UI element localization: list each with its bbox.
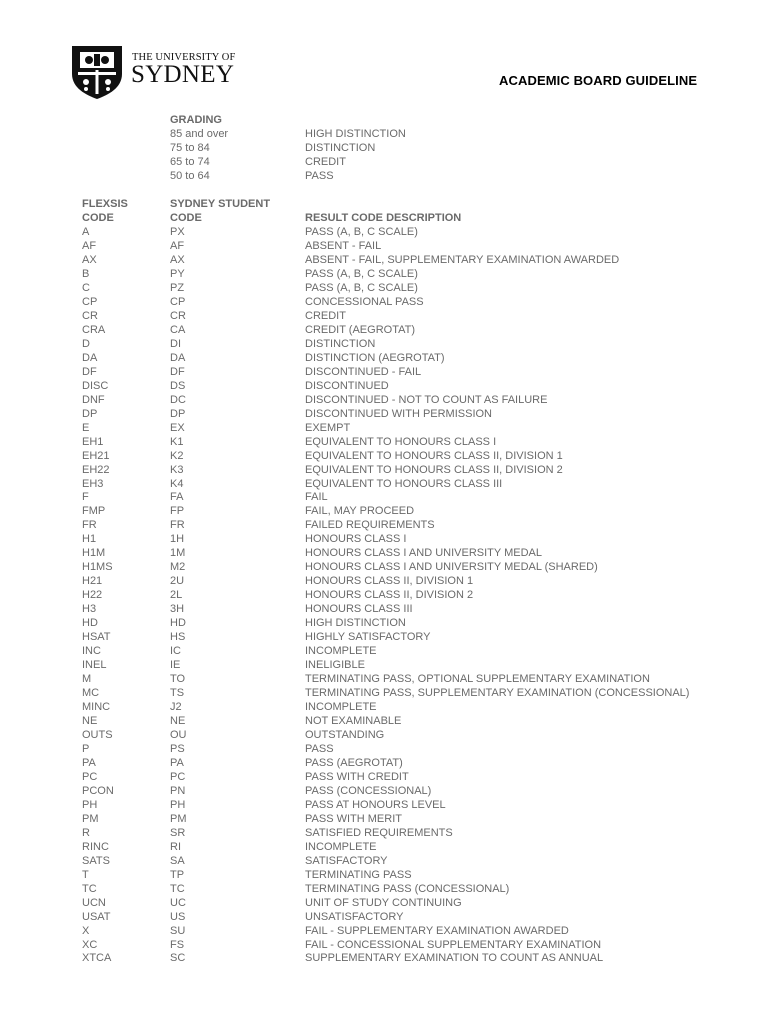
result-description: HONOURS CLASS I AND UNIVERSITY MEDAL (SHARED) [305, 561, 598, 574]
result-description: FAILED REQUIREMENTS [305, 519, 435, 532]
result-description: HONOURS CLASS III [305, 603, 413, 616]
flexsis-code: INC [82, 645, 101, 658]
result-description: ABSENT - FAIL [305, 240, 382, 252]
logo-text-top: THE UNIVERSITY OF [132, 52, 236, 63]
sydney-student-code: TP [170, 868, 185, 881]
result-description: PASS (CONCESSIONAL) [305, 784, 432, 797]
flexsis-code: CR [82, 309, 98, 322]
header-description: RESULT CODE DESCRIPTION [305, 212, 462, 224]
flexsis-code: D [82, 337, 90, 350]
sydney-student-code: AX [170, 253, 185, 266]
result-description: ABSENT - FAIL, SUPPLEMENTARY EXAMINATION AWARDED [305, 253, 620, 266]
flexsis-code: XTCA [82, 952, 112, 965]
flexsis-code: FMP [82, 505, 106, 518]
result-description: INCOMPLETE [305, 701, 377, 713]
result-description: OUTSTANDING [305, 728, 385, 741]
flexsis-code: DNF [82, 393, 105, 406]
flexsis-code: PH [82, 798, 98, 811]
header-sydney-student: SYDNEY STUDENT [170, 198, 271, 210]
result-description: INCOMPLETE [305, 645, 377, 658]
sydney-student-code: DA [170, 351, 186, 364]
sydney-student-code: DF [170, 365, 185, 378]
sydney-student-code: 3H [170, 603, 185, 616]
result-description: FAIL [305, 491, 328, 504]
sydney-student-code: PM [170, 812, 187, 825]
sydney-student-code: DI [170, 337, 181, 350]
sydney-student-code: PN [170, 784, 186, 797]
flexsis-code: H1M [82, 547, 106, 560]
sydney-student-code: PY [170, 267, 185, 280]
flexsis-code: HSAT [82, 631, 111, 644]
sydney-student-code: TO [170, 673, 186, 685]
grading-grade: PASS [305, 170, 334, 182]
result-description: TERMINATING PASS, OPTIONAL SUPPLEMENTARY EXAMINATION [305, 673, 650, 685]
result-description: DISCONTINUED - NOT TO COUNT AS FAILURE [305, 393, 548, 406]
sydney-student-code: FA [170, 491, 184, 504]
result-description: SATISFACTORY [305, 854, 388, 867]
flexsis-code: EH3 [82, 477, 104, 490]
flexsis-code: X [82, 924, 90, 937]
sydney-student-code: DC [170, 393, 186, 406]
flexsis-code: INEL [82, 659, 107, 672]
flexsis-code: H22 [82, 589, 103, 602]
flexsis-code: T [82, 868, 89, 881]
sydney-student-code: NE [170, 715, 186, 727]
flexsis-code: M [82, 673, 92, 685]
flexsis-code: FR [82, 519, 97, 532]
flexsis-code: MINC [82, 701, 111, 713]
result-description: TERMINATING PASS [305, 868, 412, 881]
result-description: UNIT OF STUDY CONTINUING [305, 896, 462, 909]
logo-text-main: SYDNEY [131, 61, 235, 88]
flexsis-code: CRA [82, 323, 106, 336]
sydney-student-code: 2U [170, 575, 185, 588]
sydney-student-code: K4 [170, 477, 184, 490]
grading-range: 75 to 84 [170, 142, 210, 154]
sydney-student-code: J2 [170, 701, 182, 713]
result-description: PASS (A, B, C SCALE) [305, 267, 418, 280]
result-description: PASS (A, B, C SCALE) [305, 281, 418, 294]
result-description: HIGH DISTINCTION [305, 617, 406, 630]
flexsis-code: AX [82, 253, 97, 266]
sydney-student-code: CP [170, 295, 186, 308]
document-title: ACADEMIC BOARD GUIDELINE [499, 73, 698, 88]
header-flexsis-code: CODE [82, 212, 114, 224]
result-description: HONOURS CLASS II, DIVISION 2 [305, 589, 474, 602]
sydney-student-code: UC [170, 896, 186, 909]
sydney-student-code: PH [170, 798, 186, 811]
flexsis-code: PC [82, 770, 98, 783]
sydney-student-code: FR [170, 519, 185, 532]
sydney-student-code: CA [170, 323, 186, 336]
result-description: SATISFIED REQUIREMENTS [305, 826, 453, 839]
sydney-student-code: 2L [170, 589, 183, 602]
sydney-student-code: SA [170, 854, 185, 867]
flexsis-code: H1 [82, 533, 97, 546]
flexsis-code: E [82, 421, 90, 434]
flexsis-code: SATS [82, 854, 110, 867]
result-description: FAIL - CONCESSIONAL SUPPLEMENTARY EXAMINATION [305, 938, 602, 951]
sydney-student-code: CR [170, 309, 186, 322]
flexsis-code: HD [82, 617, 98, 630]
result-description: CREDIT (AEGROTAT) [305, 323, 415, 336]
grading-grade: CREDIT [305, 156, 346, 168]
flexsis-code: MC [82, 687, 100, 699]
flexsis-code: C [82, 281, 90, 294]
result-description: NOT EXAMINABLE [305, 715, 402, 727]
result-description: HONOURS CLASS I [305, 533, 407, 546]
sydney-student-code: PZ [170, 281, 185, 294]
result-description: FAIL - SUPPLEMENTARY EXAMINATION AWARDED [305, 924, 569, 937]
result-description: HONOURS CLASS I AND UNIVERSITY MEDAL [305, 547, 542, 560]
sydney-student-code: PX [170, 226, 185, 238]
result-description: DISTINCTION (AEGROTAT) [305, 351, 445, 364]
result-description: PASS WITH CREDIT [305, 770, 409, 783]
flexsis-code: DF [82, 365, 97, 378]
sydney-student-code: TS [170, 687, 185, 699]
flexsis-code: H21 [82, 575, 103, 588]
sydney-student-code: HD [170, 617, 186, 630]
flexsis-code: DISC [82, 379, 109, 392]
sydney-student-code: FS [170, 938, 185, 951]
result-description: PASS AT HONOURS LEVEL [305, 798, 446, 811]
university-logo [70, 44, 236, 100]
sydney-student-code: AF [170, 240, 185, 252]
flexsis-code: B [82, 267, 90, 280]
grading-heading: GRADING [170, 114, 222, 126]
university-crest-icon [70, 44, 124, 100]
result-description: INCOMPLETE [305, 840, 377, 853]
header-ss-code: CODE [170, 212, 202, 224]
result-description: UNSATISFACTORY [305, 910, 404, 923]
result-description: EQUIVALENT TO HONOURS CLASS II, DIVISION 1 [305, 449, 563, 462]
result-description: EQUIVALENT TO HONOURS CLASS III [305, 477, 503, 490]
grading-range: 65 to 74 [170, 156, 210, 168]
sydney-student-code: US [170, 910, 186, 923]
flexsis-code: UCN [82, 896, 106, 909]
sydney-student-code: RI [170, 840, 181, 853]
flexsis-code: R [82, 826, 90, 839]
result-description: PASS (AEGROTAT) [305, 756, 403, 769]
result-description: DISCONTINUED - FAIL [305, 365, 422, 378]
flexsis-code: F [82, 491, 89, 504]
sydney-student-code: DS [170, 379, 186, 392]
sydney-student-code: SU [170, 924, 186, 937]
result-description: DISCONTINUED WITH PERMISSION [305, 407, 493, 420]
sydney-student-code: DP [170, 407, 186, 420]
header-flexsis: FLEXSIS [82, 198, 128, 210]
grading-range: 85 and over [170, 128, 229, 140]
sydney-student-code: 1H [170, 533, 185, 546]
sydney-student-code: TC [170, 882, 185, 895]
sydney-student-code: IE [170, 659, 181, 672]
flexsis-code: EH22 [82, 463, 110, 476]
result-description: HONOURS CLASS II, DIVISION 1 [305, 575, 474, 588]
sydney-student-code: PA [170, 756, 184, 769]
flexsis-code: EH21 [82, 449, 110, 462]
grading-grade: HIGH DISTINCTION [305, 128, 406, 140]
sydney-student-code: 1M [170, 547, 186, 560]
sydney-student-code: SR [170, 826, 186, 839]
sydney-student-code: K2 [170, 449, 184, 462]
flexsis-code: DA [82, 351, 98, 364]
sydney-student-code: M2 [170, 561, 186, 574]
flexsis-code: H3 [82, 603, 97, 616]
flexsis-code: DP [82, 407, 98, 420]
grading-range: 50 to 64 [170, 170, 210, 182]
sydney-student-code: FP [170, 505, 185, 518]
sydney-student-code: IC [170, 645, 181, 658]
flexsis-code: TC [82, 882, 97, 895]
flexsis-code: PCON [82, 784, 114, 797]
sydney-student-code: K3 [170, 463, 184, 476]
flexsis-code: PA [82, 756, 96, 769]
flexsis-code: AF [82, 240, 97, 252]
flexsis-code: USAT [82, 910, 111, 923]
flexsis-code: OUTS [82, 728, 113, 741]
sydney-student-code: PS [170, 742, 185, 755]
result-description: FAIL, MAY PROCEED [305, 505, 415, 518]
result-description: EQUIVALENT TO HONOURS CLASS II, DIVISION 2 [305, 463, 563, 476]
flexsis-code: CP [82, 295, 98, 308]
flexsis-code: A [82, 226, 90, 238]
sydney-student-code: OU [170, 728, 187, 741]
result-description: DISTINCTION [305, 337, 376, 350]
flexsis-code: XC [82, 938, 98, 951]
result-description: TERMINATING PASS, SUPPLEMENTARY EXAMINATION (CONCESSIONAL) [305, 687, 690, 699]
result-description: SUPPLEMENTARY EXAMINATION TO COUNT AS ANNUAL [305, 952, 604, 965]
result-description: CONCESSIONAL PASS [305, 295, 424, 308]
result-description: EQUIVALENT TO HONOURS CLASS I [305, 435, 497, 448]
result-description: EXEMPT [305, 421, 351, 434]
result-description: HIGHLY SATISFACTORY [305, 631, 431, 644]
result-description: CREDIT [305, 309, 346, 322]
result-description: TERMINATING PASS (CONCESSIONAL) [305, 882, 510, 895]
result-description: PASS (A, B, C SCALE) [305, 226, 418, 238]
flexsis-code: H1MS [82, 561, 113, 574]
flexsis-code: RINC [82, 840, 109, 853]
sydney-student-code: PC [170, 770, 186, 783]
result-description: PASS [305, 742, 334, 755]
grading-grade: DISTINCTION [305, 142, 376, 154]
flexsis-code: P [82, 742, 90, 755]
sydney-student-code: EX [170, 421, 185, 434]
flexsis-code: EH1 [82, 435, 104, 448]
flexsis-code: NE [82, 715, 98, 727]
flexsis-code: PM [82, 812, 99, 825]
result-description: INELIGIBLE [305, 659, 365, 672]
sydney-student-code: K1 [170, 435, 184, 448]
result-description: PASS WITH MERIT [305, 812, 402, 825]
sydney-student-code: SC [170, 952, 186, 965]
sydney-student-code: HS [170, 631, 186, 644]
result-description: DISCONTINUED [305, 379, 389, 392]
